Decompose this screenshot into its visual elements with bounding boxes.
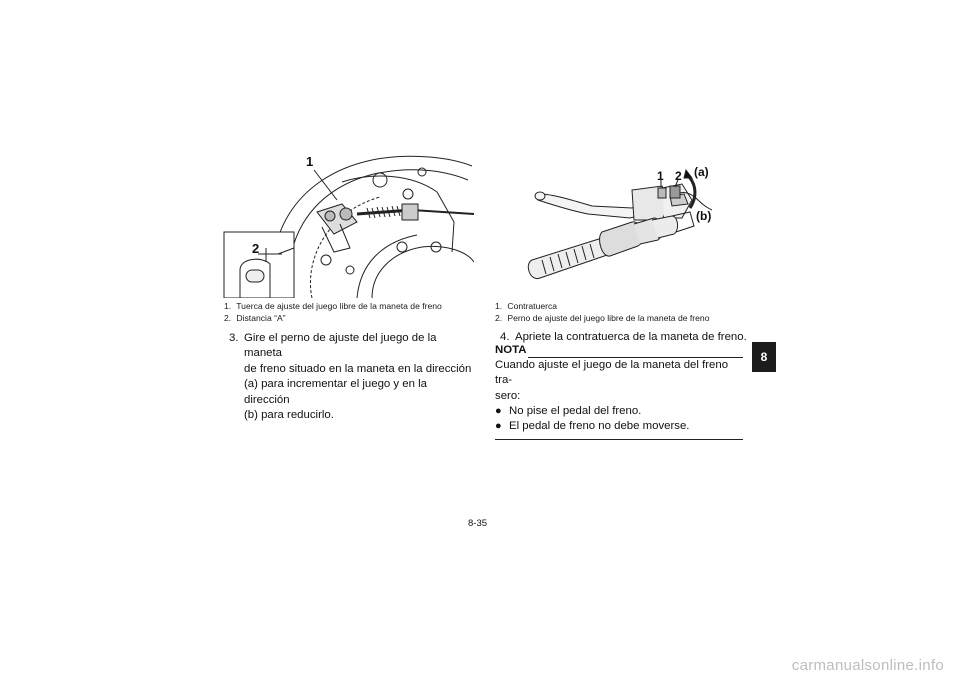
nota-bullet: ● No pise el pedal del freno.: [495, 404, 743, 419]
nota-rule: [528, 347, 743, 358]
direction-b-label: (b): [696, 209, 712, 223]
brake-adjuster-illustration: [222, 152, 474, 298]
callout-2: 2: [675, 169, 682, 183]
chapter-tab: 8: [752, 342, 776, 372]
callout-1: 1: [306, 154, 314, 169]
right-figure-captions: [495, 300, 709, 324]
watermark: carmanualsonline.info: [791, 657, 944, 674]
nota-text-line: Cuando ajuste el juego de la maneta del freno tra-: [495, 359, 729, 387]
page-number: 8-35: [468, 518, 488, 529]
bullet-icon: ●: [495, 404, 502, 417]
nota-end-rule: [495, 439, 743, 440]
caption-item: 1. Contratuerca: [495, 301, 558, 311]
left-figure-captions: [224, 300, 442, 324]
step-4: 4. Apriete la contratuerca de la maneta de freno.: [500, 331, 747, 343]
nota-text-line: sero:: [495, 389, 521, 402]
caption-item: 2. Perno de ajuste del juego libre de la maneta de freno: [495, 313, 710, 324]
caption-item: 1. Tuerca de ajuste del juego libre de la maneta de freno: [224, 301, 442, 311]
step-3: 3. Gire el perno de ajuste del juego de la maneta de freno situado en la maneta en la dirección (a) para incrementar el juego y en la dirección (b) para reducirlo.: [229, 332, 472, 422]
callout-2: 2: [252, 241, 260, 256]
direction-a-label: (a): [694, 165, 709, 179]
caption-item: 2. Distancia “A”: [224, 313, 286, 324]
bullet-icon: ●: [495, 420, 502, 433]
nota-label: NOTA: [495, 344, 527, 356]
nota-bullet: ● El pedal de freno no debe moverse.: [495, 419, 743, 434]
nota-box: [495, 343, 743, 440]
callout-1: 1: [657, 169, 664, 183]
brake-lever-illustration: [522, 160, 728, 292]
